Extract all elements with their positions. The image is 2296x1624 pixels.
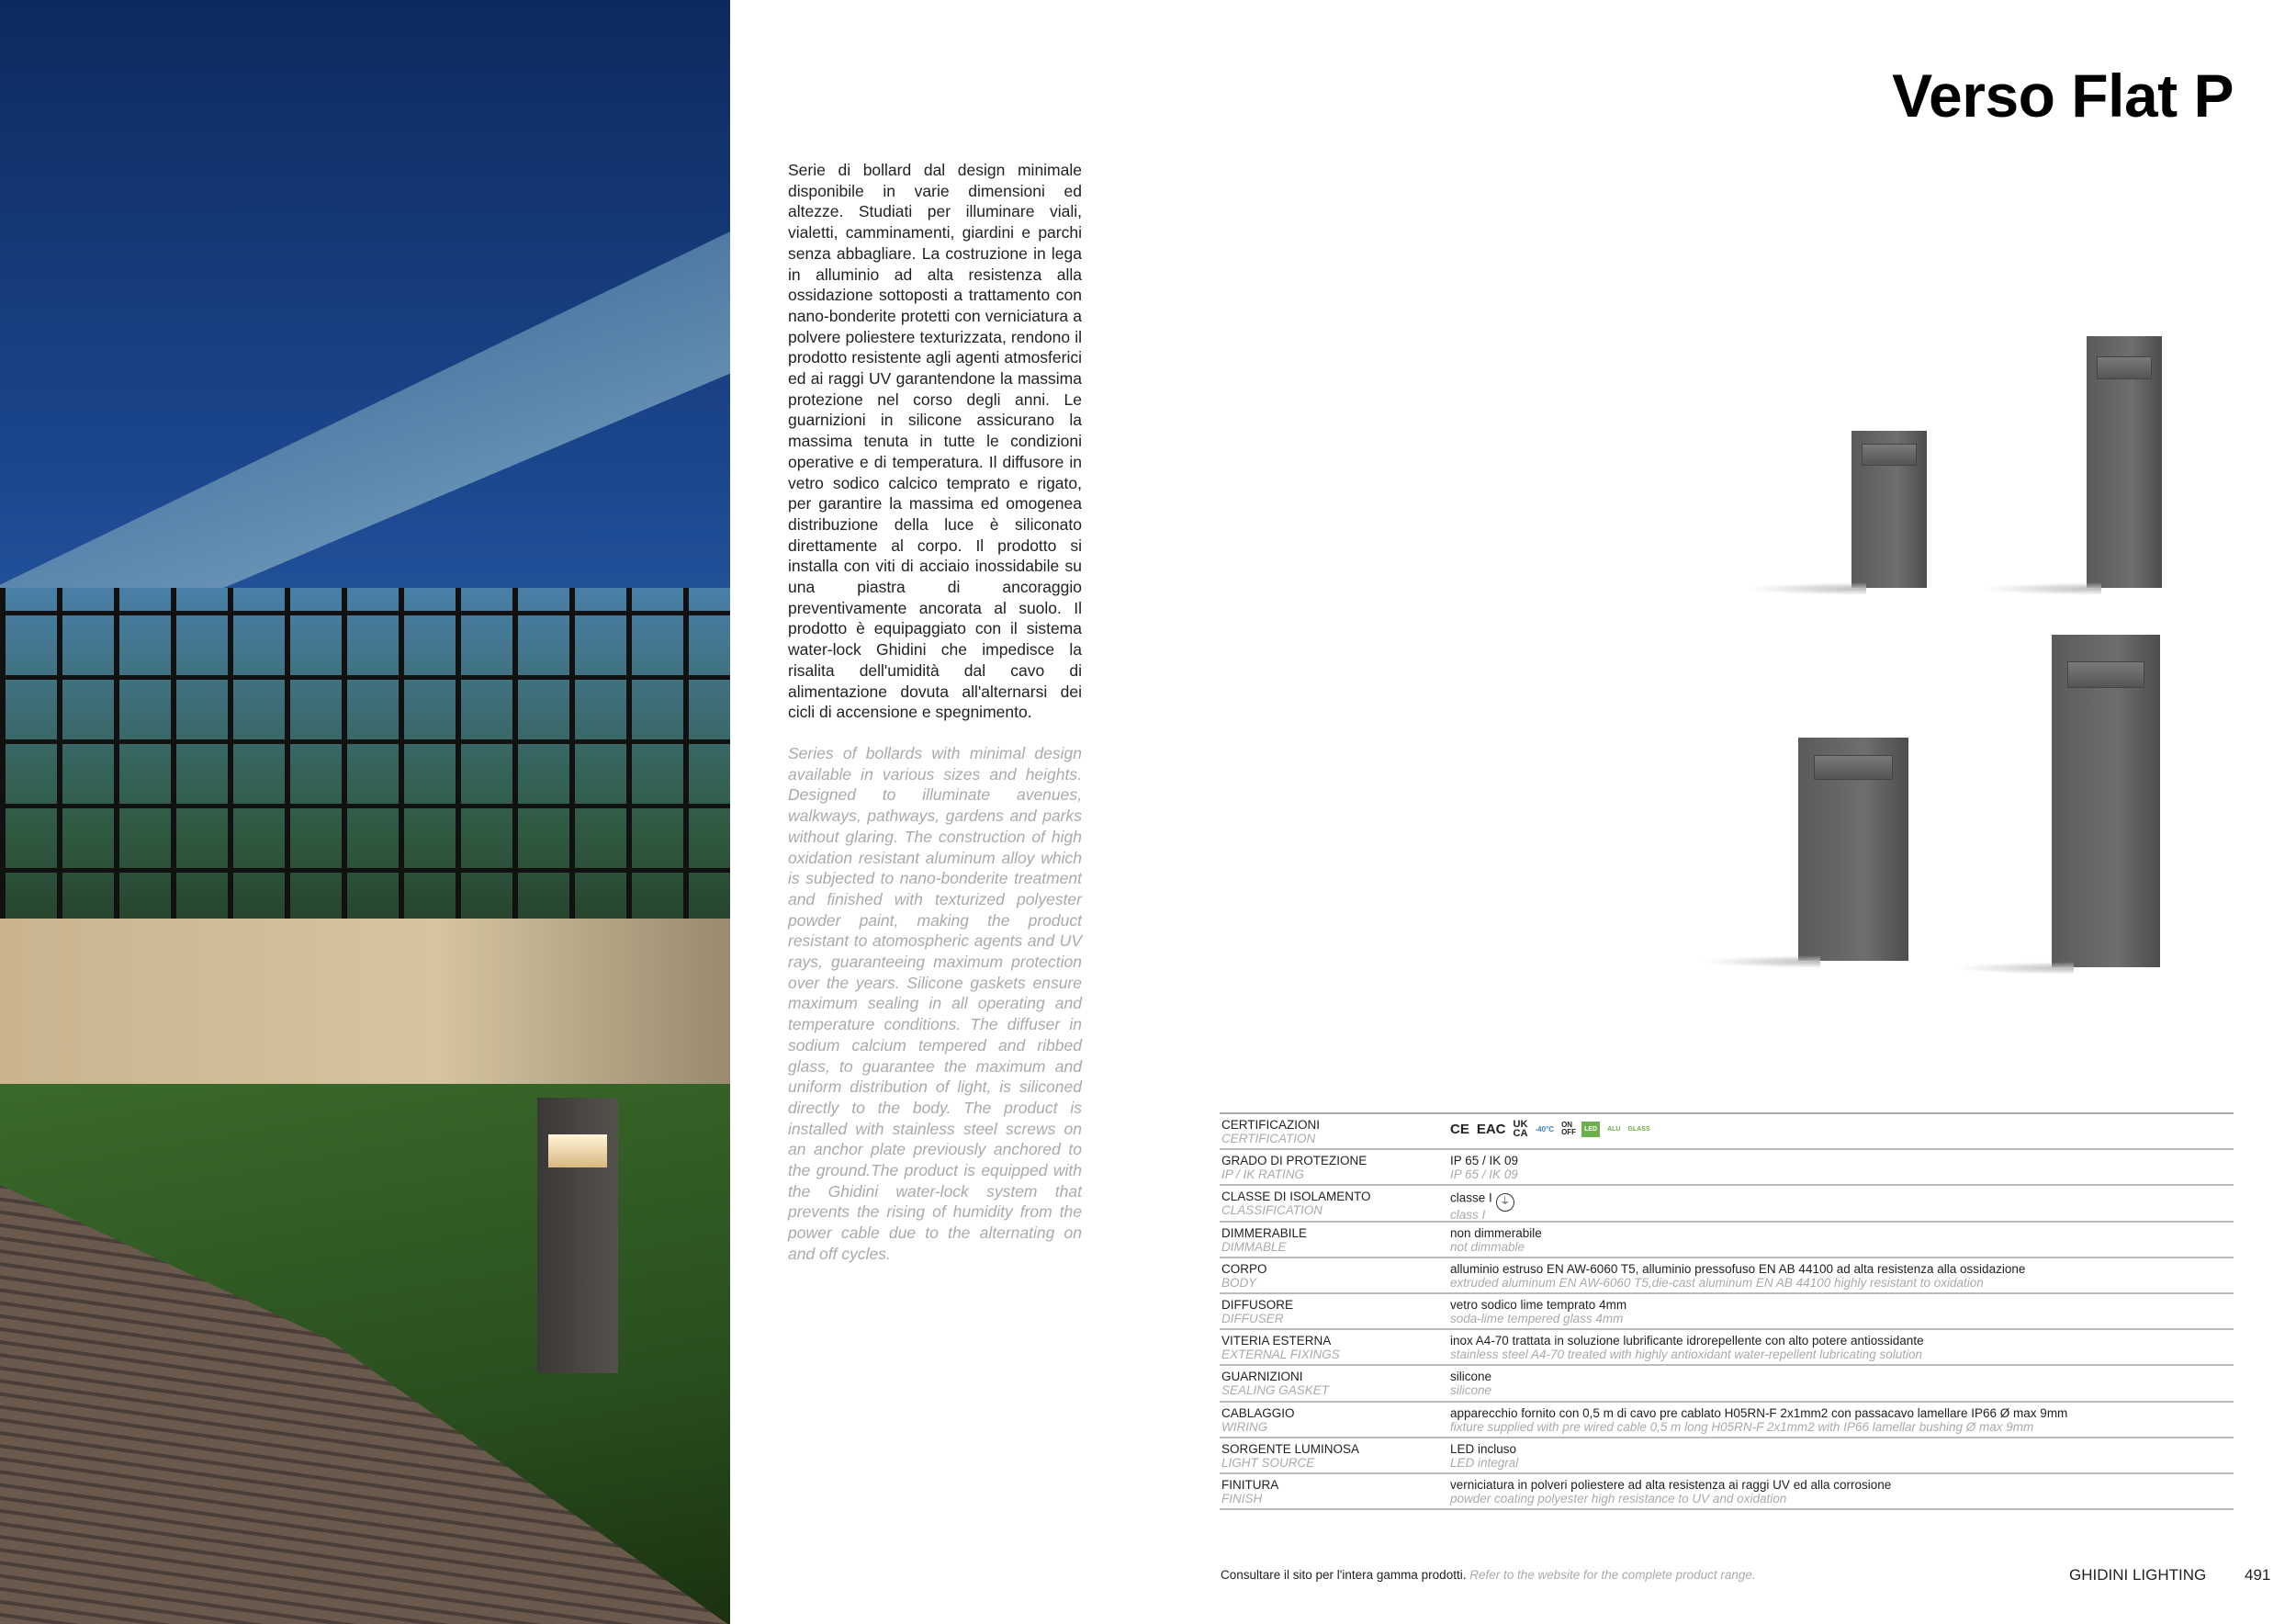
spec-label-en: DIFFUSER	[1221, 1311, 1284, 1325]
spec-label: CLASSE DI ISOLAMENTO	[1221, 1190, 1371, 1204]
certification-marks	[1450, 1120, 1650, 1138]
spec-value-en: powder coating polyester high resistance to UV and oxidation	[1450, 1491, 1787, 1506]
spec-row	[1220, 1223, 2234, 1258]
footer-note-english: Refer to the website for the complete product range.	[1469, 1568, 1756, 1582]
spec-label-en: EXTERNAL FIXINGS	[1221, 1348, 1340, 1362]
recycle-glass-icon: GLASS	[1627, 1125, 1650, 1133]
spec-row	[1220, 1186, 2234, 1222]
spec-value-en: class I	[1450, 1208, 1486, 1223]
page-number: 491	[2245, 1566, 2271, 1584]
spec-label: CABLAGGIO	[1221, 1405, 1295, 1420]
product-image-tall-narrow	[2087, 336, 2162, 588]
footer-note	[1221, 1568, 1756, 1582]
product-image-small-wide	[1798, 738, 1908, 961]
spec-value: alluminio estruso EN AW-6060 T5, alluminio pressofuso EN AB 44100 ad alta resistenza alla ossidazione	[1450, 1261, 2026, 1276]
spec-table	[1220, 1112, 2234, 1510]
spec-label-en: FINISH	[1221, 1491, 1263, 1506]
spec-row	[1220, 1474, 2234, 1510]
spec-label: DIFFUSORE	[1221, 1297, 1294, 1312]
bollard-light	[548, 1134, 607, 1167]
spec-value-en: LED integral	[1450, 1455, 1519, 1470]
spec-label: CORPO	[1221, 1261, 1267, 1276]
spec-value: apparecchio fornito con 0,5 m di cavo pre cablato H05RN-F 2x1mm2 con passacavo lamellare IP66 Ø max 9mm	[1450, 1405, 2068, 1420]
spec-label: FINITURA	[1221, 1477, 1279, 1492]
spec-value: silicone	[1450, 1370, 1492, 1384]
spec-value: IP 65 / IK 09	[1450, 1154, 1519, 1168]
recycle-alu-icon: ALU	[1607, 1125, 1621, 1133]
greenhouse-windows	[0, 588, 730, 937]
spec-row	[1220, 1294, 2234, 1330]
description-italian: Serie di bollard dal design minimale disponibile in varie dimensioni ed altezze. Studiati per illuminare viali, vialetti, camminamenti, giardini e parchi senza abbagliare. La costruzione in lega in alluminio ad alta resistenza alla ossidazione sottoposti a trattamento con nano-bonderite protetti con verniciatura a polvere poliestere texturizzata, rendono il prodotto resistente agli agenti atmosferici ed ai raggi UV garantendone la massima protezione nel corso degli anni. Le guarnizioni in silicone assicurano la massima tenuta in tutte le condizioni operative e di temperatura. Il diffusore in vetro sodico calcico temprato e rigato, per garantire la massima ed omogenea distribuzione della luce è siliconato direttamente al corpo. Il prodotto si installa con viti di acciaio inossidabile su una piastra di ancoraggio preventivamente ancorata al suolo. Il prodotto è equipaggiato con il sistema water-lock Ghidini che impedisce la risalita dell'umidità dal cavo di alimentazione dovuta all'alternarsi dei cicli di accensione e spegnimento.	[788, 161, 1082, 722]
ce-mark-icon: CE	[1450, 1121, 1469, 1137]
spec-row	[1220, 1258, 2234, 1294]
spec-label-en: IP / IK RATING	[1221, 1167, 1305, 1182]
spec-label: SORGENTE LUMINOSA	[1221, 1441, 1360, 1456]
spec-value-en: silicone	[1450, 1383, 1492, 1398]
spec-value-en: soda-lime tempered glass 4mm	[1450, 1311, 1624, 1325]
spec-label: CERTIFICAZIONI	[1221, 1118, 1321, 1132]
spec-value: classe I ⏚	[1450, 1190, 1514, 1208]
spec-value-en: extruded aluminum EN AW-6060 T5,die-cast aluminum EN AB 44100 highly resistant to oxidation	[1450, 1275, 1984, 1290]
footer-note-italian: Consultare il sito per l'intera gamma prodotti.	[1221, 1568, 1467, 1582]
spec-label-en: CLASSIFICATION	[1221, 1203, 1323, 1218]
product-image-small-narrow	[1851, 431, 1927, 588]
spec-value-en: not dimmable	[1450, 1239, 1525, 1254]
spec-row	[1220, 1403, 2234, 1438]
spec-value: LED incluso	[1450, 1441, 1517, 1456]
spec-value: vetro sodico lime temprato 4mm	[1450, 1297, 1627, 1312]
spec-label: GRADO DI PROTEZIONE	[1221, 1154, 1367, 1168]
spec-row	[1220, 1366, 2234, 1402]
spec-label-en: WIRING	[1221, 1419, 1268, 1434]
eac-mark-icon: EAC	[1476, 1121, 1506, 1137]
product-title: Verso Flat P	[1892, 62, 2234, 130]
spec-value: inox A4-70 trattata in soluzione lubrificante idrorepellente con alto potere antiossidante	[1450, 1334, 1924, 1348]
protective-earth-icon: ⏚	[1496, 1193, 1514, 1212]
description-column	[788, 160, 1082, 1265]
spec-row	[1220, 1150, 2234, 1186]
spec-row-certifications	[1220, 1114, 2234, 1150]
spec-row	[1220, 1438, 2234, 1474]
on-off-icon: ON OFF	[1561, 1121, 1577, 1136]
product-image-tall-wide	[2052, 635, 2160, 967]
ukca-mark-icon: UK CA	[1513, 1119, 1528, 1139]
description-english: Series of bollards with minimal design available in various sizes and heights. Designed to illuminate avenues, walkways, pathways, gardens and parks without glaring. The construction of high oxidation resistant aluminum alloy which is subjected to nano-bonderite treatment and finished with texturized polyester powder paint, making the product resistant to atomospheric agents and UV rays, guaranteeing maximum protection over the years. Silicone gaskets ensure maximum sealing in all operating and temperature conditions. The diffuser in sodium calcium tempered and ribbed glass, to guarantee the maximum and uniform distribution of light, is siliconed directly to the body. The product is installed with stainless steel screws on an anchor plate previously anchored to the ground.The product is equipped with the Ghidini water-lock system that prevents the rising of humidity from the power cable due to the alternating on and off cycles.	[788, 743, 1082, 1263]
spec-label: DIMMERABILE	[1221, 1225, 1308, 1240]
spec-row	[1220, 1330, 2234, 1366]
spec-label-en: CERTIFICATION	[1221, 1132, 1316, 1145]
spec-label-en: BODY	[1221, 1275, 1257, 1290]
spec-value-en: stainless steel A4-70 treated with highly antioxidant water-repellent lubricating solution	[1450, 1348, 1923, 1362]
spec-value-en: IP 65 / IK 09	[1450, 1167, 1518, 1182]
spec-label-en: SEALING GASKET	[1221, 1383, 1330, 1398]
spec-value: non dimmerabile	[1450, 1225, 1542, 1240]
spec-label: GUARNIZIONI	[1221, 1370, 1303, 1384]
spec-label-en: DIMMABLE	[1221, 1239, 1287, 1254]
spec-value-en: fixture supplied with pre wired cable 0,5 m long H05RN-F 2x1mm2 with IP66 lamellar bushing Ø max 9mm	[1450, 1419, 2034, 1434]
spec-value: verniciatura in polveri poliestere ad alta resistenza ai raggi UV ed alla corrosione	[1450, 1477, 1892, 1492]
spec-label: VITERIA ESTERNA	[1221, 1334, 1332, 1348]
bollard-in-photo	[537, 1098, 618, 1373]
low-temperature-icon: -40°C	[1535, 1124, 1555, 1133]
led-icon: LED	[1581, 1122, 1600, 1137]
hero-photo-greenhouse	[0, 0, 730, 1624]
brand-name: GHIDINI LIGHTING	[2069, 1566, 2207, 1584]
spec-label-en: LIGHT SOURCE	[1221, 1455, 1315, 1470]
